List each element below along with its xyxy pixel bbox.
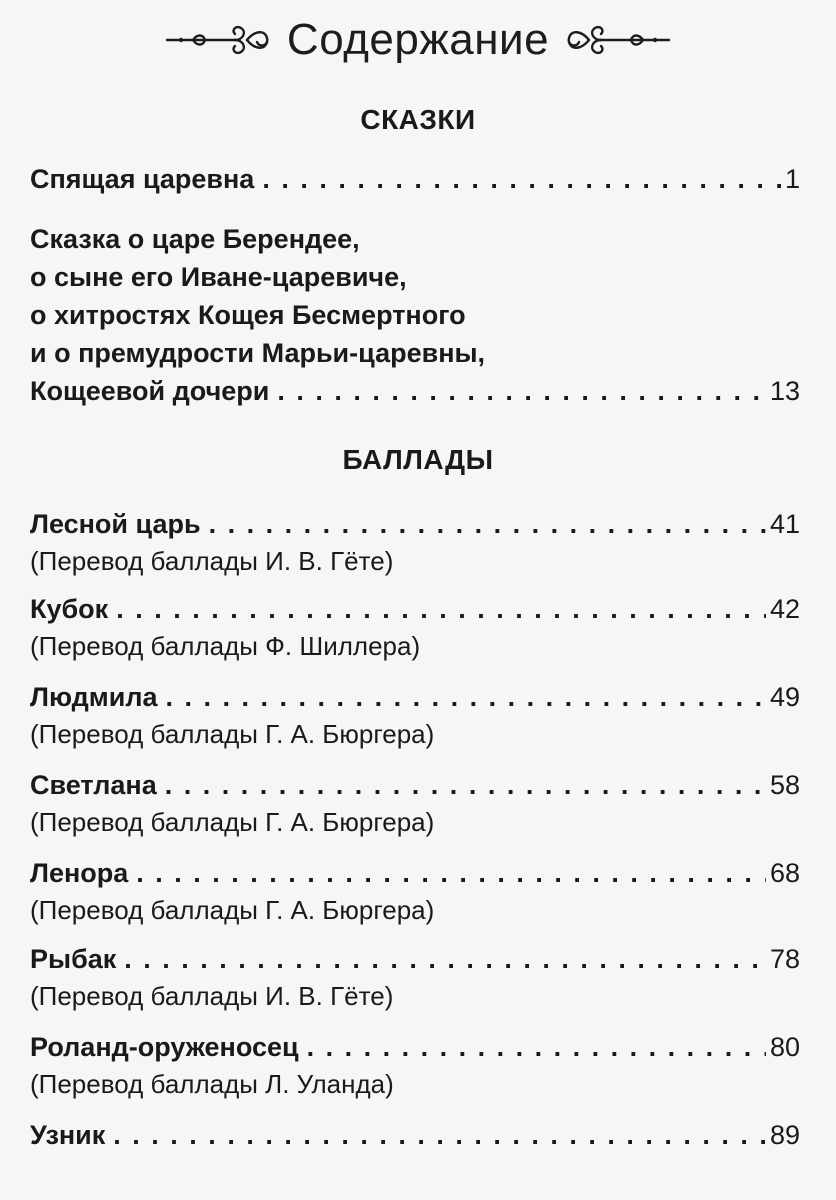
right-flourish-icon (563, 20, 673, 60)
entry-title: Ленора (30, 858, 129, 888)
entry-subtitle: (Перевод баллады Г. А. Бюргера) (30, 719, 435, 749)
entry-page-number: 1 (784, 164, 800, 194)
entry-title: Кубок (30, 594, 109, 624)
entry-page-number: 49 (769, 682, 800, 712)
dot-leader (165, 766, 766, 804)
entry-title-line: и о премудрости Марьи-царевны, (30, 338, 486, 368)
dot-leader (136, 854, 766, 892)
dot-leader (209, 505, 766, 543)
entry-subtitle: (Перевод баллады Г. А. Бюргера) (30, 807, 435, 837)
entry-subtitle: (Перевод баллады Г. А. Бюргера) (30, 895, 435, 925)
entry-page-number: 41 (769, 509, 800, 539)
dot-leader (307, 1028, 766, 1066)
entry-page-number: 89 (769, 1120, 800, 1150)
toc-entry[interactable] (30, 590, 800, 664)
page-title: Содержание (286, 15, 550, 64)
toc-entry[interactable] (30, 505, 800, 579)
entry-title: Светлана (30, 770, 157, 800)
entry-subtitle: (Перевод баллады Л. Уланда) (30, 1069, 394, 1099)
dot-leader (277, 372, 766, 410)
entry-title: Людмила (30, 682, 158, 712)
toc-entry[interactable] (30, 1116, 800, 1154)
entry-page-number: 58 (769, 770, 800, 800)
entry-title-line: о сыне его Иване-царевиче, (30, 262, 407, 292)
dot-leader (124, 940, 766, 978)
entry-title-line: Сказка о царе Берендее, (30, 224, 360, 254)
entry-title: Лесной царь (30, 509, 201, 539)
entry-title: Роланд-оруженосец (30, 1032, 299, 1062)
toc-entry[interactable] (30, 766, 800, 840)
section-heading-skazki: СКАЗКИ (360, 104, 476, 135)
dot-leader (116, 590, 766, 628)
dot-leader (113, 1116, 766, 1154)
toc-entry[interactable] (30, 678, 800, 752)
toc-entry[interactable] (30, 854, 800, 928)
toc-entry[interactable] (30, 1028, 800, 1102)
toc-entry[interactable] (30, 160, 800, 198)
entry-page-number: 68 (769, 858, 800, 888)
entry-page-number: 78 (769, 944, 800, 974)
dot-leader (166, 678, 766, 716)
entry-title: Узник (30, 1120, 106, 1150)
entry-page-number: 42 (769, 594, 800, 624)
entry-page-number: 80 (769, 1032, 800, 1062)
entry-title: Кощеевой дочери (30, 376, 270, 406)
entry-subtitle: (Перевод баллады И. В. Гёте) (30, 981, 394, 1011)
toc-header (0, 10, 836, 70)
left-flourish-icon (163, 20, 273, 60)
entry-subtitle: (Перевод баллады И. В. Гёте) (30, 546, 394, 576)
entry-title: Рыбак (30, 944, 117, 974)
toc-entry[interactable] (30, 940, 800, 1014)
dot-leader (262, 160, 781, 198)
entry-page-number: 13 (769, 376, 800, 406)
entry-title: Спящая царевна (30, 164, 255, 194)
toc-entry[interactable] (30, 220, 800, 410)
entry-title-line: о хитростях Кощея Бесмертного (30, 300, 466, 330)
entry-subtitle: (Перевод баллады Ф. Шиллера) (30, 631, 421, 661)
section-heading-ballady: БАЛЛАДЫ (342, 444, 494, 475)
